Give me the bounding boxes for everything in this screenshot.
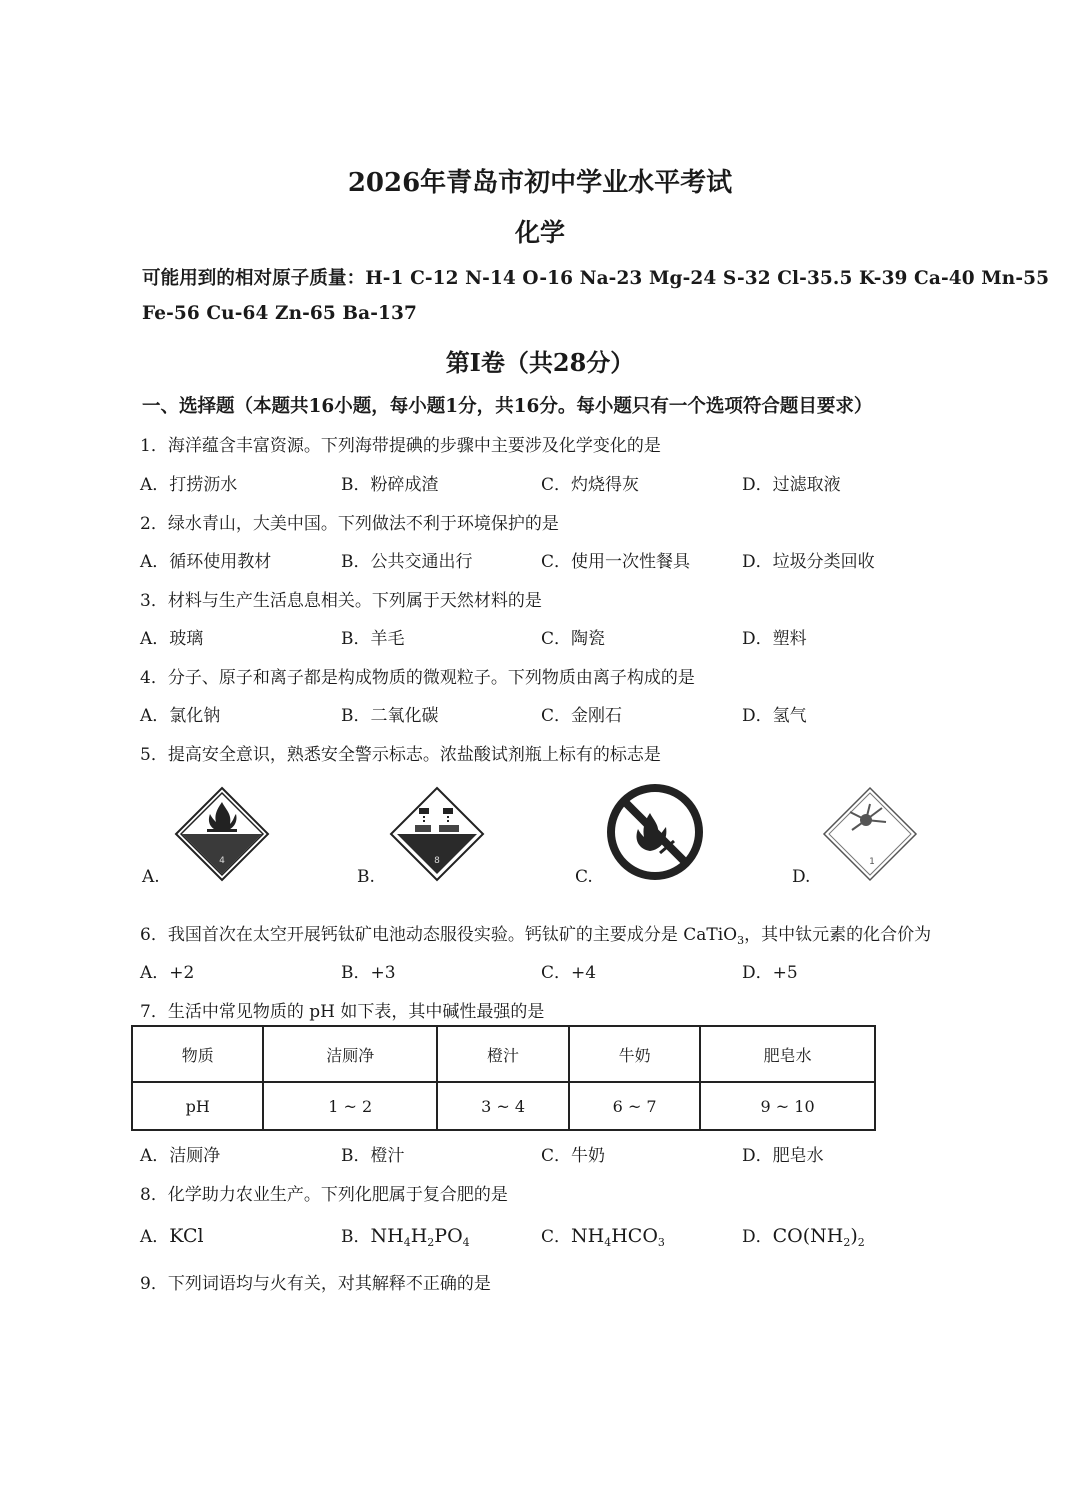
ph-table-header-cell: 物质 <box>132 1026 263 1082</box>
question-2-option-b: B．公共交通出行 <box>341 552 473 572</box>
question-3-stem: 3．材料与生产生活息息相关。下列属于天然材料的是 <box>140 591 542 611</box>
atomic-mass-line-1: 可能用到的相对原子质量：H-1 C-12 N-14 O-16 Na-23 Mg-24 S-32 Cl-35.5 K-39 Ca-40 Mn-55 <box>142 268 1050 289</box>
ph-table-header-cell: 洁厕净 <box>263 1026 437 1082</box>
question-5-stem: 5．提高安全意识，熟悉安全警示标志。浓盐酸试剂瓶上标有的标志是 <box>140 745 661 765</box>
ph-table-header-row <box>132 1026 875 1082</box>
question-1-option-a: A．打捞沥水 <box>140 475 238 495</box>
corrosive-sign-icon <box>389 786 485 882</box>
question-4-option-a: A．氯化钠 <box>140 706 221 726</box>
ph-table-cell: 3 ~ 4 <box>437 1082 569 1130</box>
question-1-option-c: C．灼烧得灰 <box>541 475 640 495</box>
atomic-mass-line-2: Fe-56 Cu-64 Zn-65 Ba-137 <box>142 303 417 324</box>
ph-table-cell: 9 ~ 10 <box>700 1082 875 1130</box>
question-9-stem: 9．下列词语均与火有关，对其解释不正确的是 <box>140 1274 491 1294</box>
explosive-sign-icon <box>822 786 918 882</box>
question-5-option-d: D. <box>792 867 811 887</box>
question-7-option-b: B．橙汁 <box>341 1146 405 1166</box>
question-2-option-d: D．垃圾分类回收 <box>742 552 875 572</box>
ph-table-header-cell: 牛奶 <box>569 1026 700 1082</box>
ph-table-header-cell: 肥皂水 <box>700 1026 875 1082</box>
question-8-option-b: B．$NH_4H_2PO_4$ <box>341 1225 470 1249</box>
ph-table <box>131 1025 876 1131</box>
question-6-option-c: C．+4 <box>541 963 597 983</box>
question-6-stem: 6．我国首次在太空开展钙钛矿电池动态服役实验。钙钛矿的主要成分是 CaTiO$_3$，其中钛元素的化合价为 <box>140 925 932 947</box>
question-8-option-a: A．KCl <box>140 1225 204 1247</box>
question-3-option-c: C．陶瓷 <box>541 629 606 649</box>
ph-table-cell: pH <box>132 1082 263 1130</box>
sign-a-class-number: 4 <box>219 856 225 866</box>
question-3-option-b: B．羊毛 <box>341 629 405 649</box>
question-3-option-a: A．玻璃 <box>140 629 204 649</box>
question-6-option-b: B．+3 <box>341 963 396 983</box>
flammable-solid-sign-icon <box>174 786 270 882</box>
question-4-option-c: C．金刚石 <box>541 706 623 726</box>
question-4-option-b: B．二氧化碳 <box>341 706 439 726</box>
ph-table-cell: 1 ~ 2 <box>263 1082 437 1130</box>
question-7-stem: 7．生活中常见物质的 pH 如下表，其中碱性最强的是 <box>140 1002 545 1022</box>
question-7-option-d: D．肥皂水 <box>742 1146 824 1166</box>
question-2-option-c: C．使用一次性餐具 <box>541 552 691 572</box>
exam-title: 2026年青岛市初中学业水平考试 <box>347 168 733 198</box>
question-1-stem: 1．海洋蕴含丰富资源。下列海带提碘的步骤中主要涉及化学变化的是 <box>140 436 661 456</box>
ph-table-cell: 6 ~ 7 <box>569 1082 700 1130</box>
question-8-option-c: C．$NH_4HCO_3$ <box>541 1225 665 1249</box>
question-5-option-c: C. <box>575 867 593 887</box>
no-fire-sign-icon <box>606 783 704 881</box>
question-5-option-a: A. <box>142 867 160 887</box>
volume-heading: 第Ⅰ卷（共28分） <box>445 348 635 377</box>
question-2-stem: 2．绿水青山，大美中国。下列做法不利于环境保护的是 <box>140 514 559 534</box>
question-8-stem: 8．化学助力农业生产。下列化肥属于复合肥的是 <box>140 1185 508 1205</box>
question-4-stem: 4．分子、原子和离子都是构成物质的微观粒子。下列物质由离子构成的是 <box>140 668 695 688</box>
question-3-option-d: D．塑料 <box>742 629 807 649</box>
question-6-option-d: D．+5 <box>742 963 798 983</box>
section-heading: 一、选择题（本题共16小题，每小题1分，共16分。每小题只有一个选项符合题目要求） <box>142 396 873 417</box>
question-2-option-a: A．循环使用教材 <box>140 552 272 572</box>
subject-title: 化学 <box>514 218 565 247</box>
question-4-option-d: D．氢气 <box>742 706 807 726</box>
question-1-option-b: B．粉碎成渣 <box>341 475 439 495</box>
ph-table-value-row <box>132 1082 875 1130</box>
sign-b-class-number: 8 <box>434 856 440 866</box>
question-8-option-d: D．$CO(NH_2)_2$ <box>742 1225 865 1249</box>
question-5-option-b: B. <box>357 867 375 887</box>
ph-table-header-cell: 橙汁 <box>437 1026 569 1082</box>
question-7-option-a: A．洁厕净 <box>140 1146 221 1166</box>
question-6-option-a: A．+2 <box>140 963 195 983</box>
sign-d-class-number: 1 <box>869 857 875 867</box>
question-1-option-d: D．过滤取液 <box>742 475 841 495</box>
question-7-option-c: C．牛奶 <box>541 1146 606 1166</box>
